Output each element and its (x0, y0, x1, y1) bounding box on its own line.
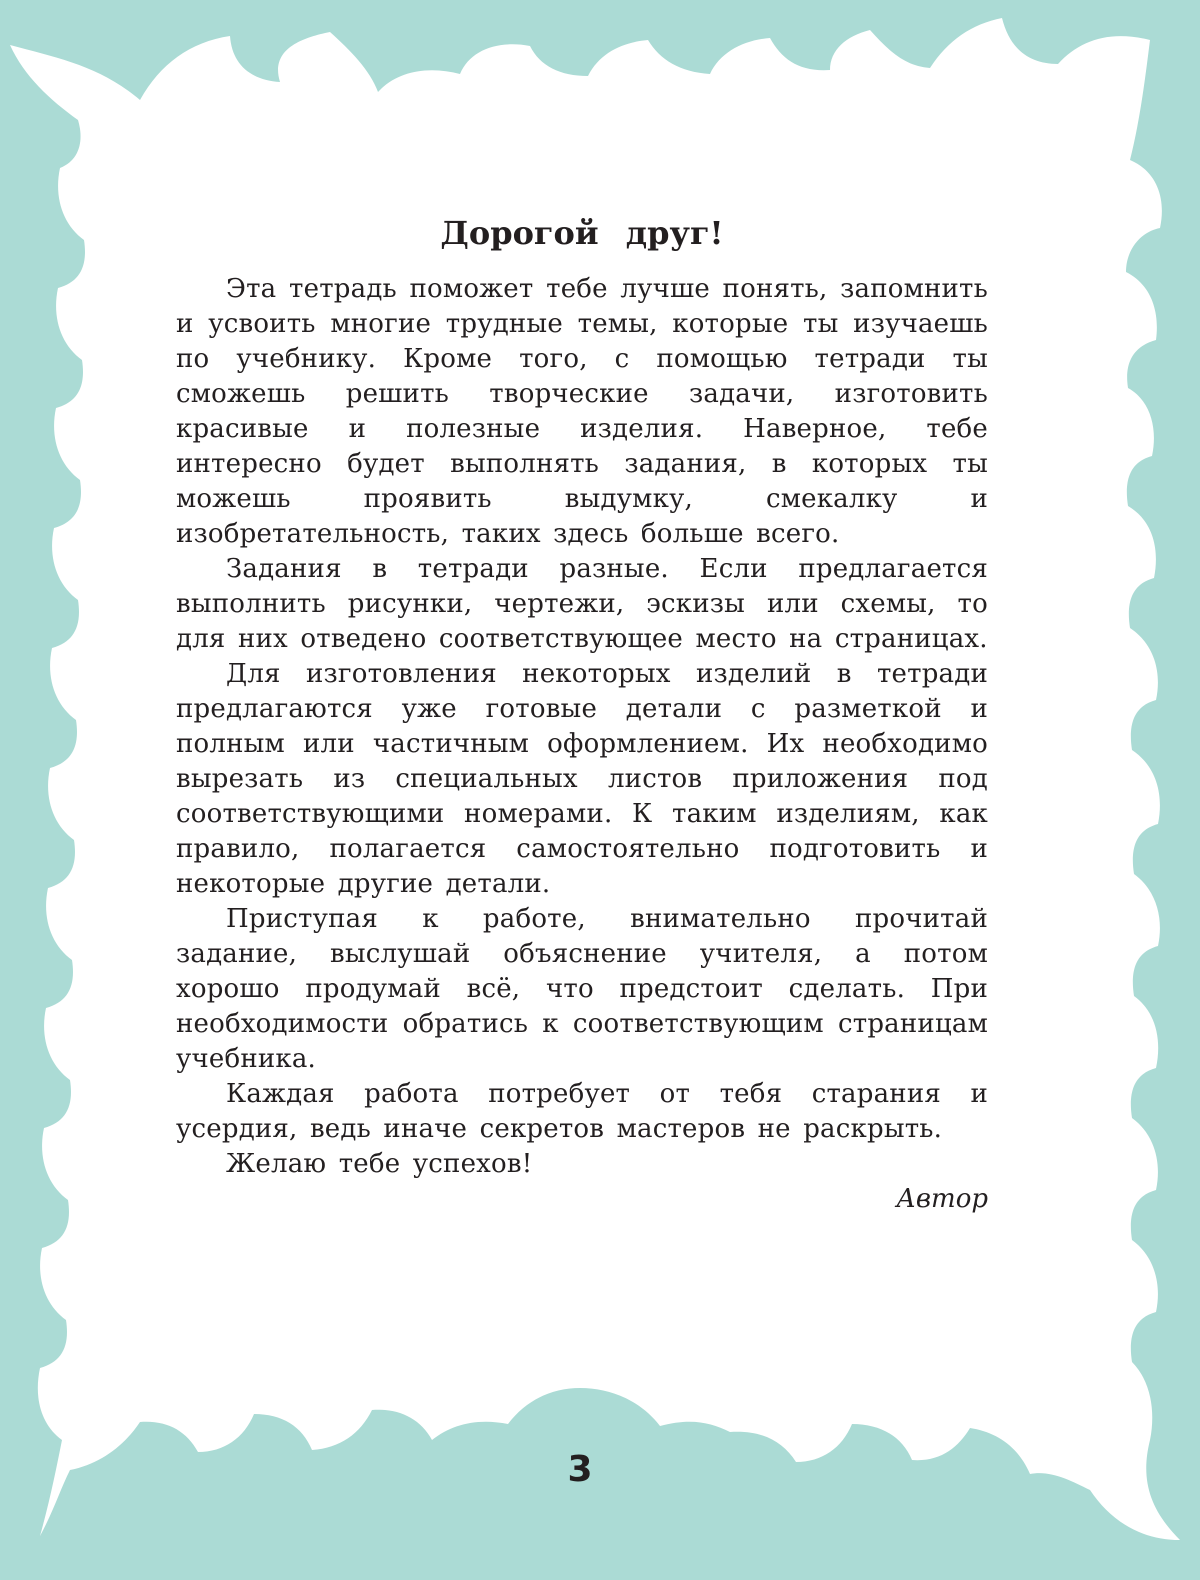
paragraph-wishes: Желаю тебе успехов! (226, 1149, 533, 1179)
paragraph-tasks: Задания в тетради разные. Если предлагается выполнить рисунки, чертежи, эскизы или схемы, то для них отведено соответствующее место на страницах. (176, 554, 988, 654)
paragraph-intro: Эта тетрадь поможет тебе лучше понять, запомнить и усвоить многие трудные темы, которые ты изучаешь по учебнику. Кроме того, с помощью тетради ты сможешь решить творческие задачи, изготовить красивые и полезные изделия. Наверное, тебе интересно будет выполнять задания, в которых ты можешь проявить выдумку, смекалку и изобретательность, таких здесь больше всего. (176, 274, 988, 549)
author-signature: Автор (896, 1184, 988, 1214)
paragraph-diligence: Каждая работа потребует от тебя старания и усердия, ведь иначе секретов мастеров не раскрыть. (176, 1079, 988, 1144)
letter-body (176, 208, 988, 1217)
letter-title: Дорогой друг! (440, 214, 724, 252)
page-number: 3 (567, 1449, 593, 1490)
paragraph-details: Для изготовления некоторых изделий в тетради предлагаются уже готовые детали с разметкой и полным или частичным оформлением. Их необходимо вырезать из специальных листов приложения под соответствующими номерами. К таким изделиям, как правило, полагается самостоятельно подготовить и некоторые другие детали. (176, 659, 988, 899)
paragraph-work: Приступая к работе, внимательно прочитай задание, выслушай объяснение учителя, а потом хорошо продумай всё, что предстоит сделать. При необходимости обратись к соответствующим страницам учебника. (176, 904, 988, 1074)
